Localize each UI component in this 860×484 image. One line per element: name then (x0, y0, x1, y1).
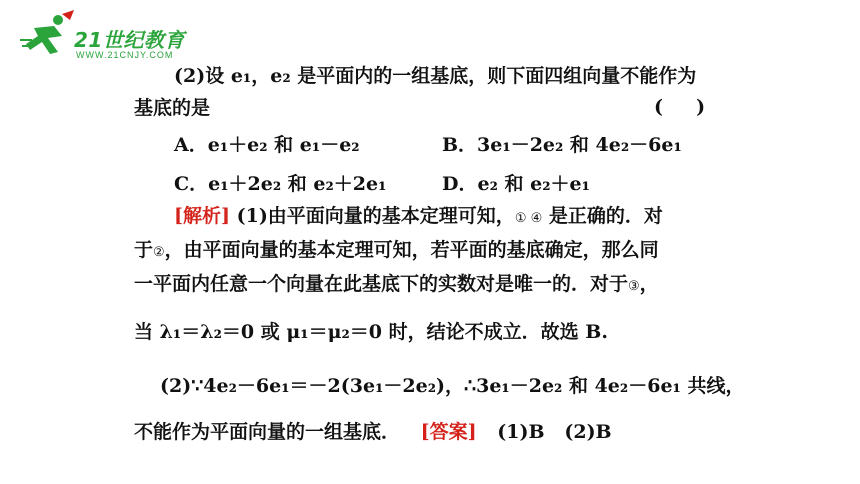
solution-text: ，由平面向量的基本定理可知，若平面的基底确定，那么同 (164, 239, 659, 261)
circled-number: ② (153, 245, 165, 260)
option-d: D．e₂ 和 e₂＋e₁ (442, 173, 590, 195)
solution-text: 一平面内任意一个向量在此基底下的实数对是唯一的．对于 (134, 273, 629, 295)
logo (18, 10, 218, 66)
option-a: A．e₁＋e₂ 和 e₁－e₂ (174, 134, 360, 156)
option-c: C．e₁＋2e₂ 和 e₂＋2e₁ (174, 173, 387, 195)
answer-label: [答案] (420, 421, 477, 443)
runner-logo-icon (18, 10, 78, 60)
option-b: B．3e₁－2e₂ 和 4e₂－6e₁ (442, 134, 682, 156)
solution-line-5: (2)∵4e₂－6e₁＝－2(3e₁－2e₂)，∴3e₁－2e₂ 和 4e₂－6e₁ 共线， (160, 375, 745, 397)
circled-numbers: ① ④ (514, 211, 543, 226)
solution-line-4: 当 λ₁＝λ₂＝0 或 μ₁＝μ₂＝0 时，结论不成立．故选 B. (134, 321, 608, 343)
solution-text: 是正确的．对 (542, 205, 663, 227)
answer-bracket: ( ) (654, 96, 706, 118)
solution-line-2 (134, 238, 659, 265)
answer-value: (1)B (2)B (497, 421, 612, 443)
solution-label: [解析] (174, 205, 230, 227)
brand-name: 21世纪教育 (74, 28, 185, 52)
solution-text: (1)由平面向量的基本定理可知， (236, 205, 515, 227)
solution-line-6 (134, 420, 612, 444)
question-stem-line-1: (2)设 e₁，e₂ 是平面内的一组基底，则下面四组向量不能作为 (174, 65, 697, 87)
solution-line-3 (134, 272, 659, 299)
question-stem-line-2: 基底的是 (134, 97, 211, 119)
brand-url: WWW.21CNJY.COM (76, 50, 174, 60)
solution-text: ， (639, 273, 659, 295)
solution-text: 于 (134, 239, 154, 261)
circled-number: ③ (628, 279, 640, 294)
solution-text: 不能作为平面向量的一组基底． (134, 421, 401, 443)
solution-line-1 (174, 204, 663, 231)
